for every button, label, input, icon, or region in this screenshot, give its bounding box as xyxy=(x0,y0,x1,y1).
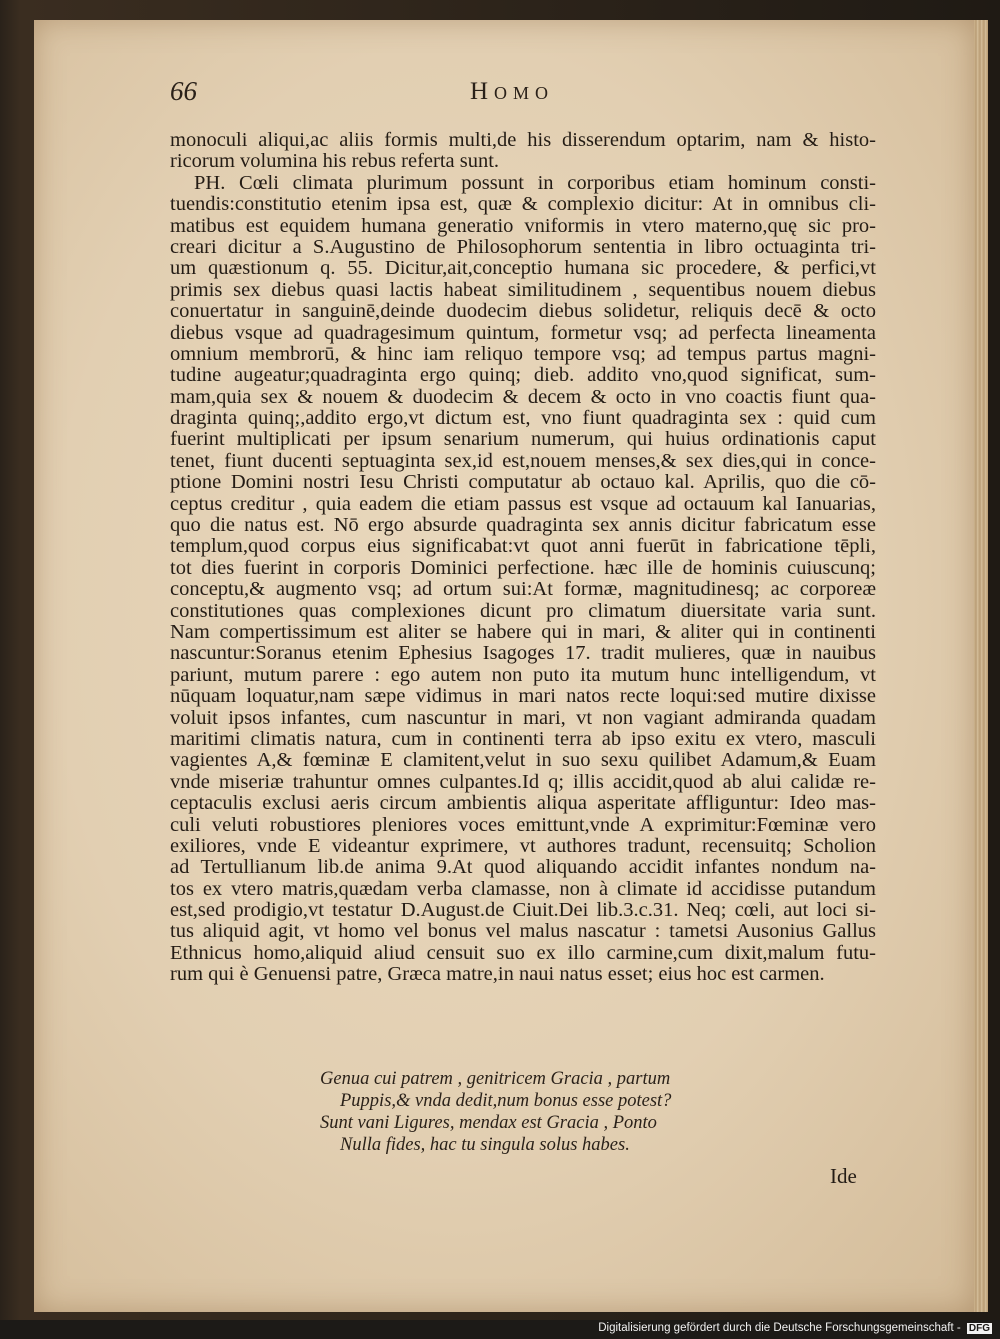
text-line: culi veluti robustiores pleniores voces emittunt,vnde A exprimitur:Fœminæ vero xyxy=(170,814,876,836)
text-line: quo die natus est. Nō ergo absurde quadraginta sex annis dicitur fabricatum esse xyxy=(170,515,876,537)
text-line: mam,quia sex & nouem & duodecim & decem & octo in vno coactis fiunt qua- xyxy=(170,386,876,408)
verse-line: Puppis,& vnda dedit,num bonus esse potest? xyxy=(340,1091,672,1111)
page-edge xyxy=(974,20,988,1312)
text-line: monoculi aliqui,ac aliis formis multi,de his disserendum optarim, nam & histo- xyxy=(170,130,876,151)
text-line: ad Tertullianum lib.de anima 9.At quod aliquando accidit infantes nondum na- xyxy=(170,857,876,879)
text-line: conuertatur in sanguinē,deinde duodecim diebus solidetur, reliquis decē & octo xyxy=(170,301,876,323)
text-line: creari dicitur a S.Augustino de Philosophorum sententia in libro octuaginta tri- xyxy=(170,236,876,258)
text-line: exiliores, vnde E videantur exprimere, vt authores tradunt, recensuitq; Scholion xyxy=(170,835,876,857)
text-line: ricorum volumina his rebus referta sunt. xyxy=(170,151,500,173)
verse-line: Genua cui patrem , genitricem Gracia , partum xyxy=(320,1069,671,1089)
text-line: nūquam loquatur,nam sæpe vidimus in mari natos recte loqui:sed mutire dixisse xyxy=(170,686,876,708)
verse-block xyxy=(170,1068,690,1156)
text-line: Nam compertissimum est aliter se habere qui in mari, & aliter qui in continenti xyxy=(170,621,876,643)
running-head: Homo xyxy=(470,78,555,105)
text-line: matibus est equidem humana generatio vniformis in vtero materno,quę sic pro- xyxy=(170,215,876,237)
digitization-credit xyxy=(598,1322,992,1334)
text-line: omnium membrorū, & hinc iam reliquo tempore vsq; ad tempus partus magni- xyxy=(170,343,876,365)
folio-number: 66 xyxy=(170,76,197,106)
verse-line: Sunt vani Ligures, mendax est Gracia , Ponto xyxy=(320,1113,657,1133)
text-line: tos ex vtero matris,quædam verba clamasse, non à climate id accidisse putandum xyxy=(170,878,876,900)
verse-line: Nulla fides, hac tu singula solus habes. xyxy=(340,1135,630,1155)
catchword: Ide xyxy=(830,1164,857,1188)
text-line: ceptus creditur , quia eadem die etiam passus est vsque ad octauum kal Ianuarias, xyxy=(170,493,876,515)
text-line: ceptaculis exclusi aeris circum ambientis aliqua asperitate affliguntur: Ideo mas- xyxy=(170,793,876,815)
text-line: vagientes A,& fœminæ E clamitent,velut in suo sexu quilibet Adamum,& Euam xyxy=(170,750,876,772)
text-line: tuendis:constitutio etenim ipsa est, quæ & complexio dicitur: At in omnibus cli- xyxy=(170,194,876,216)
text-line: templum,quod corpus eius significabat:vt quot anni fuerūt in fabricatione tēpli, xyxy=(170,536,876,558)
text-line: Ethnicus homo,aliquid aliud censuit suo ex illo carmine,cum dixit,malum futu- xyxy=(170,942,876,964)
text-line: fuerint multiplicati per ipsum senarium numerum, qui huius ordinationis caput xyxy=(170,429,876,451)
text-line: diebus vsque ad quadragesimum quintum, formetur vsq; ad perfecta lineamenta xyxy=(170,322,876,344)
text-line: est,sed prodigio,vt testatur D.August.de Ciuit.Dei lib.3.c.31. Neq; cœli, aut loci si- xyxy=(170,900,876,922)
text-line: maritimi climatis natura, cum in continenti terra ab ipso exitu ex vtero, masculi xyxy=(170,728,876,750)
text-line: primis sex diebus quasi lactis habeat similitudinem , sequentibus nouem diebus xyxy=(170,279,876,301)
text-line: vnde miseriæ trahuntur omnes culpantes.Id q; illis accidit,quod ab alui calidæ re- xyxy=(170,771,876,793)
text-line: tus aliquid agit, vt homo vel bonus vel malus nascatur : tametsi Ausonius Gallus xyxy=(170,921,876,943)
text-line: ptione Domini nostri Iesu Christi computatur ab octauo kal. Aprilis, quo die cō- xyxy=(170,472,876,494)
text-line: tenet, fiunt ducenti septuaginta sex,id est,nouem menses,& sex dies,qui in conce- xyxy=(170,450,876,472)
text-line: voluit ipsos infantes, cum nascuntur in mari, vt non vagiant admiranda quadam xyxy=(170,707,876,729)
text-line: tudine augeatur;quadraginta ergo quinq; dieb. addito vno,quod significat, sum- xyxy=(170,365,876,387)
text-line: PH. Cœli climata plurimum possunt in corporibus etiam hominum consti- xyxy=(194,172,876,194)
dfg-logo: DFG xyxy=(968,1323,990,1334)
text-line: nascuntur:Soranus etenim Ephesius Isagoges 17. tradit mulieres, quæ in nauibus xyxy=(170,643,876,665)
text-line: pariunt, mutum parere : ego autem non puto ita mutum hunc intelligendum, vt xyxy=(170,664,876,686)
text-line: constitutiones quas complexiones dicunt pro climatum diuersitate varia sunt. xyxy=(170,600,876,622)
body-text xyxy=(170,130,876,986)
page-header xyxy=(170,76,870,116)
text-line: tot dies fuerint in corporis Dominici perfectione. hæc ille de hominis cuiuscunq; xyxy=(170,557,876,579)
text-line: conceptu,& augmento vsq; ad ortum sui:At formæ, magnitudinesq; ac corporeæ xyxy=(170,579,876,601)
credit-text: Digitalisierung gefördert durch die Deutsche Forschungsgemeinschaft - xyxy=(598,1322,961,1334)
text-line: um quæstionum q. 55. Dicitur,ait,conceptio humana sic procedere, & perfici,vt xyxy=(170,258,876,280)
text-line: rum qui è Genuensi patre, Græca matre,in naui natus esset; eius hoc est carmen. xyxy=(170,964,825,986)
text-line: draginta quinq;,addito ergo,vt dictum est, vno fiunt quadraginta sex : quid cum xyxy=(170,408,876,430)
